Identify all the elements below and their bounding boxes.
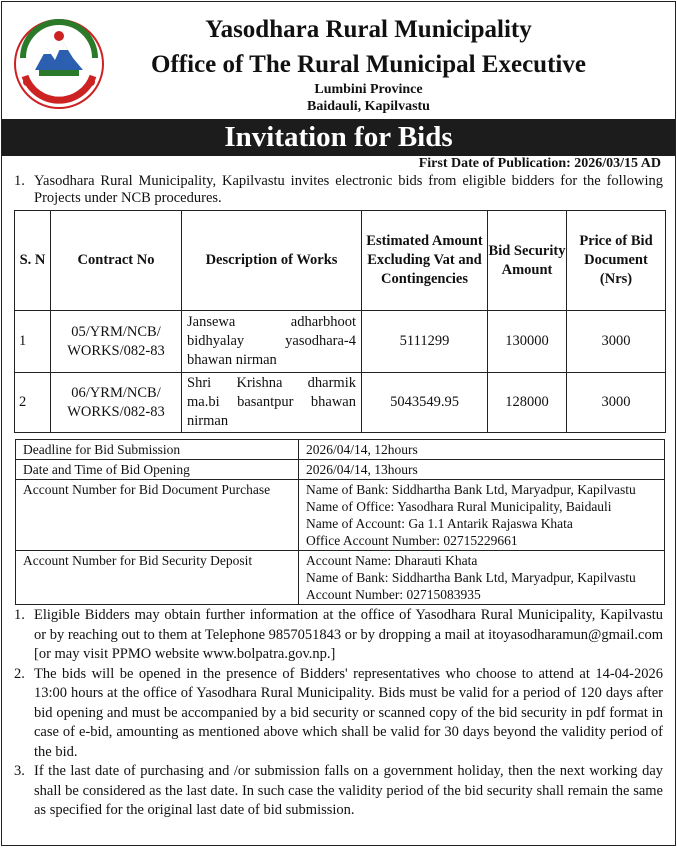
table-row (16, 480, 665, 551)
bid-info-table (15, 439, 665, 605)
header-contract: Contract No (51, 211, 182, 311)
purchase-account-label: Account Number for Bid Document Purchase (16, 480, 299, 551)
municipality-name: Yasodhara Rural Municipality (205, 16, 532, 43)
publication-date: First Date of Publication: 2026/03/15 AD (418, 156, 661, 171)
account-line: Account Number: 02715083935 (306, 587, 481, 602)
notes-list (2, 605, 675, 821)
description-line: ma.bi basantpur bhawan (187, 394, 356, 410)
opening-value: 2026/04/14, 13hours (299, 460, 665, 480)
header-estimate: Estimated Amount Excluding Vat and Contingencies (362, 211, 488, 311)
account-line: Name of Office: Yasodhara Rural Municipality, Baidauli (306, 499, 612, 514)
list-item (14, 606, 663, 665)
office-name: Office of The Rural Municipal Executive (151, 51, 586, 78)
contract-line: WORKS/082-83 (67, 342, 165, 359)
row-contract (51, 373, 182, 433)
row-security: 130000 (488, 311, 567, 373)
account-line: Office Account Number: 02715229661 (306, 533, 518, 548)
security-account-details (299, 551, 665, 605)
row-estimate: 5111299 (362, 311, 488, 373)
province-name: Lumbini Province (314, 82, 423, 97)
row-contract (51, 311, 182, 373)
note-text: The bids will be opened in the presence of Bidders' representatives who choose to attend at 14-04-2026 13:00 hours at the office of Yasodhara Rural Municipality. Bids must be valid for a period of 120 days after bid opening and must be accompanied by a bid security or scanned copy of the bid security in pdf format in case of e-bid, amounting as mentioned above which shall be valid for 30 days beyond the validity period of the bid. (34, 665, 663, 760)
account-line: Account Name: Dharauti Khata (306, 553, 478, 568)
bid-notice (1, 1, 676, 846)
intro-number: 1. (14, 173, 25, 189)
note-text: Eligible Bidders may obtain further information at the office of Yasodhara Rural Municipality, Kapilvastu or by reaching out to them at Telephone 9857051843 or by dropping a mail at itoyasodharamun@gmail.com [or may visit PPMO website www.bolpatra.gov.np.] (34, 607, 663, 662)
row-sn: 2 (15, 373, 51, 433)
deadline-label: Deadline for Bid Submission (16, 440, 299, 460)
table-row (16, 440, 665, 460)
account-line: Name of Account: Ga 1.1 Antarik Rajaswa Khata (306, 516, 573, 531)
contract-line: 05/YRM/NCB/ (71, 323, 161, 340)
row-price: 3000 (567, 373, 666, 433)
row-description (182, 311, 362, 373)
row-sn: 1 (15, 311, 51, 373)
security-account-label: Account Number for Bid Security Deposit (16, 551, 299, 605)
note-number: 1. (14, 607, 25, 623)
bids-table-header (15, 211, 666, 311)
intro-text: Yasodhara Rural Municipality, Kapilvastu invites electronic bids from eligible bidders for the following Projects under NCB procedures. (34, 173, 663, 206)
note-number: 3. (14, 763, 25, 779)
notice-title: Invitation for Bids (2, 119, 675, 156)
table-row (16, 551, 665, 605)
contract-line: WORKS/082-83 (67, 403, 165, 420)
description-line: nirman (187, 413, 229, 429)
intro-paragraph (2, 173, 675, 207)
description-line: Jansewa adharbhoot (187, 314, 356, 330)
note-text: If the last date of purchasing and /or submission falls on a government holiday, then the next working day shall be considered as the last date. In such case the validity period of the bid security shall remain the same as specified for the original last date of bid submission. (34, 763, 663, 818)
account-line: Name of Bank: Siddhartha Bank Ltd, Maryadpur, Kapilvastu (306, 570, 636, 585)
row-price: 3000 (567, 311, 666, 373)
table-row (16, 460, 665, 480)
bids-table (14, 210, 666, 433)
opening-label: Date and Time of Bid Opening (16, 460, 299, 480)
location-name: Baidauli, Kapilvastu (307, 99, 430, 114)
account-line: Name of Bank: Siddhartha Bank Ltd, Maryadpur, Kapilvastu (306, 482, 636, 497)
table-row (15, 311, 666, 373)
header-price: Price of Bid Document (Nrs) (567, 211, 666, 311)
header-sn: S. N (15, 211, 51, 311)
list-item (14, 762, 663, 821)
deadline-value: 2026/04/14, 12hours (299, 440, 665, 460)
header-security: Bid Security Amount (488, 211, 567, 311)
notice-header (2, 2, 675, 119)
purchase-account-details (299, 480, 665, 551)
row-estimate: 5043549.95 (362, 373, 488, 433)
header-description: Description of Works (182, 211, 362, 311)
description-line: bidhyalay yasodhara-4 (187, 333, 356, 349)
description-line: bhawan nirman (187, 352, 277, 368)
description-line: Shri Krishna dharmik (187, 375, 356, 391)
row-description (182, 373, 362, 433)
row-security: 128000 (488, 373, 567, 433)
list-item (14, 665, 663, 763)
contract-line: 06/YRM/NCB/ (71, 384, 161, 401)
table-row (15, 373, 666, 433)
note-number: 2. (14, 665, 25, 682)
